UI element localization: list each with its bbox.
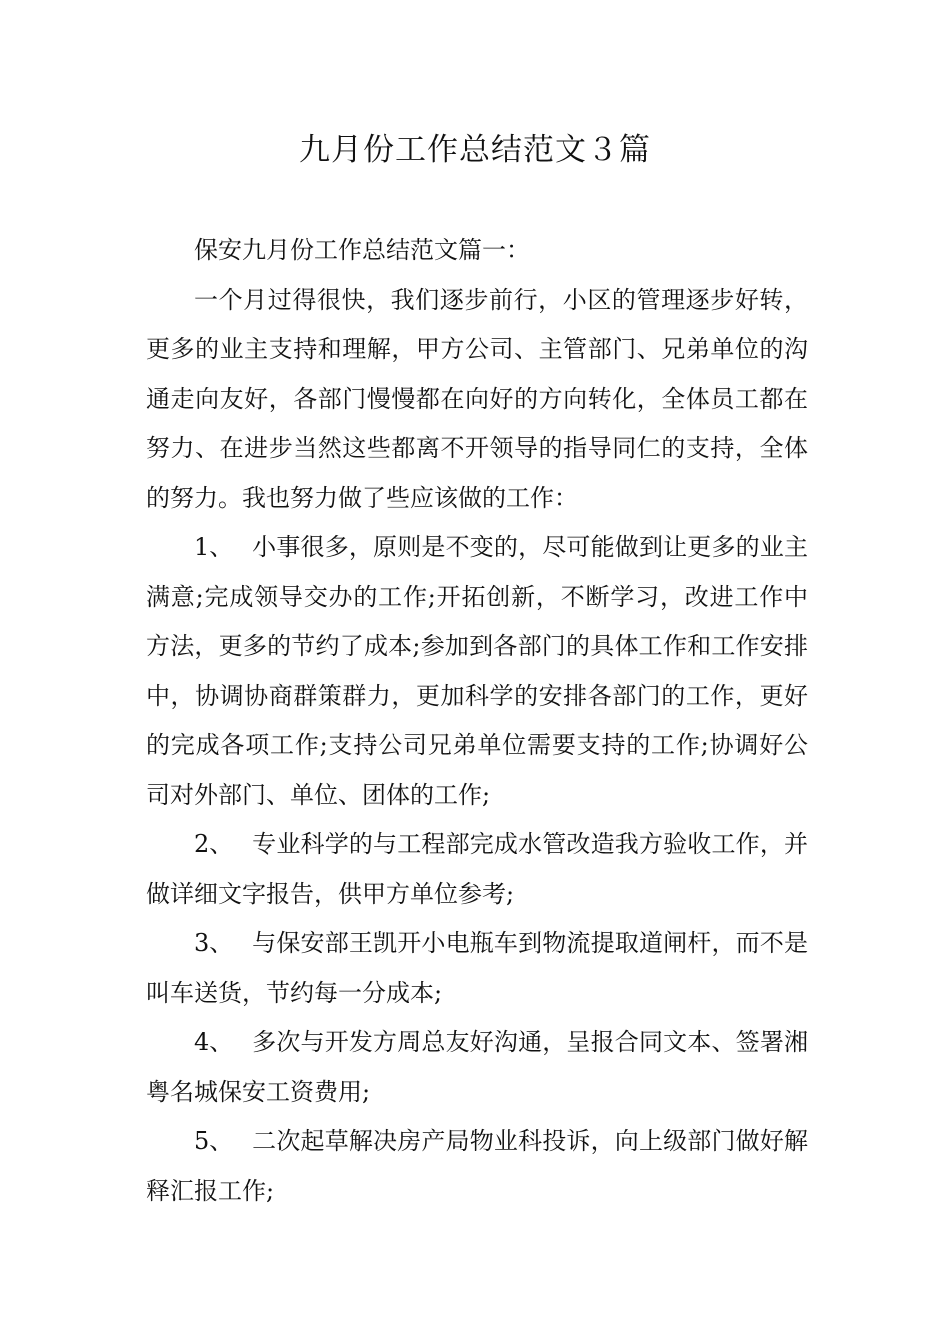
list-item-text: 小事很多，原则是不变的，尽可能做到让更多的业主满意;完成领导交办的工作;开拓创新，不断学习，改进工作中方法，更多的节约了成本;参加到各部门的具体工作和工作安排中，协调协商群策群力，更加科学的安排各部门的工作，更好的完成各项工作;支持公司兄弟单位需要支持的工作;协调好公司对外部门、单位、团体的工作;: [146, 533, 808, 809]
list-item-number: 5、: [194, 1127, 234, 1155]
list-item: [146, 1018, 808, 1117]
list-item: [146, 1117, 808, 1216]
list-item-text: 二次起草解决房产局物业科投诉，向上级部门做好解释汇报工作;: [146, 1127, 808, 1205]
section-heading: 保安九月份工作总结范文篇一：: [194, 236, 530, 264]
list-item-number: 3、: [194, 929, 234, 957]
list-item-number: 2、: [194, 830, 234, 858]
list-item-number: 1、: [194, 533, 234, 561]
list-item-text: 专业科学的与工程部完成水管改造我方验收工作，并做详细文字报告，供甲方单位参考;: [146, 830, 808, 908]
list-item: [146, 820, 808, 919]
list-item-text: 与保安部王凯开小电瓶车到物流提取道闸杆，而不是叫车送货，节约每一分成本;: [146, 929, 808, 1007]
list-item-number: 4、: [194, 1028, 234, 1056]
list-item-text: 多次与开发方周总友好沟通，呈报合同文本、签署湘粤名城保安工资费用;: [146, 1028, 808, 1106]
list-item: [146, 523, 808, 820]
list-item: [146, 919, 808, 1018]
intro-paragraph: 一个月过得很快，我们逐步前行，小区的管理逐步好转，更多的业主支持和理解，甲方公司、主管部门、兄弟单位的沟通走向友好，各部门慢慢都在向好的方向转化，全体员工都在努力、在进步当然这些都离不开领导的指导同仁的支持，全体的努力。我也努力做了些应该做的工作：: [146, 285, 808, 512]
document-title: 九月份工作总结范文３篇: [299, 132, 651, 168]
document-body: [146, 226, 808, 1216]
